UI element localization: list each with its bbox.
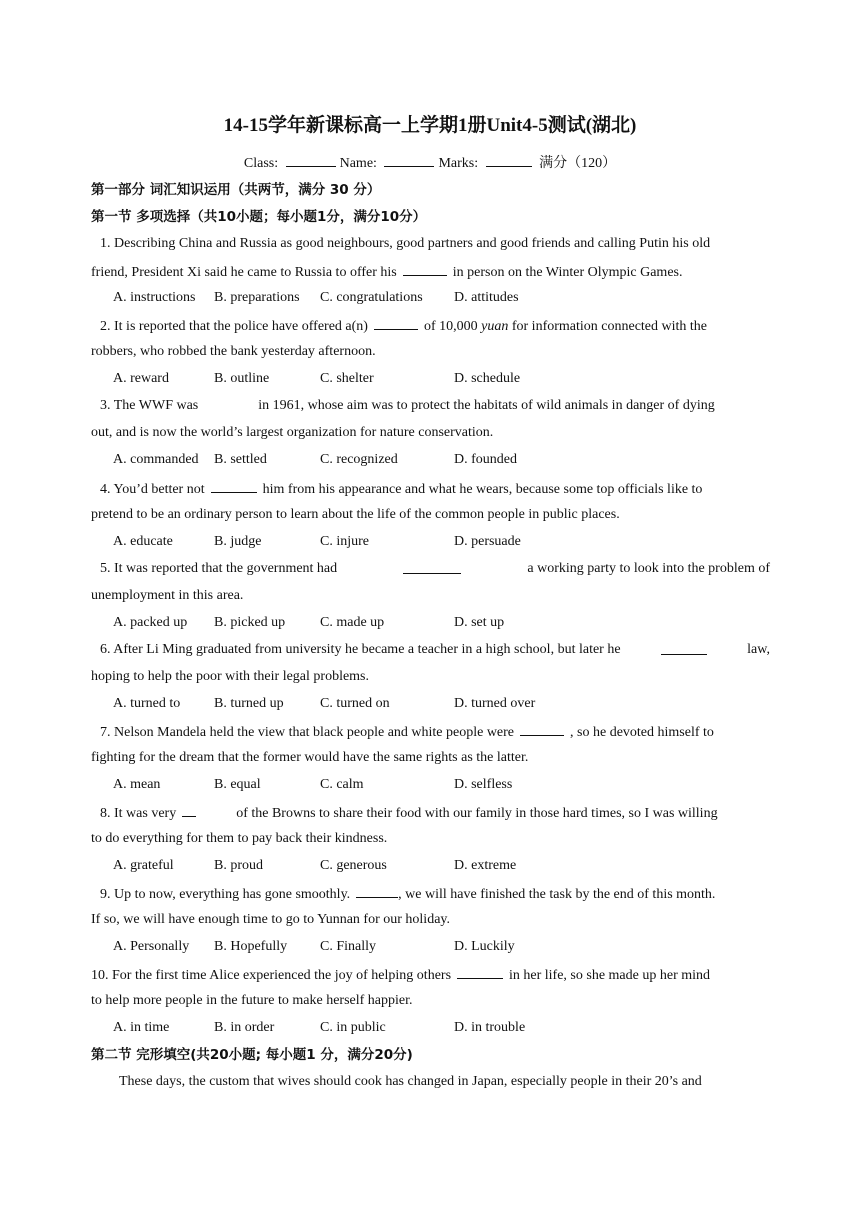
option-a[interactable]: A. instructions: [113, 290, 196, 305]
option-a[interactable]: A. commanded: [113, 452, 199, 467]
page-title: 14-15学年新课标高一上学期1册Unit4-5测试(湖北): [223, 115, 637, 136]
question-text: [100, 559, 770, 579]
option-b[interactable]: B. Hopefully: [214, 939, 288, 954]
question-text: [91, 261, 771, 283]
question-text-part: 8. It was very: [100, 806, 177, 821]
option-d[interactable]: D. Luckily: [454, 939, 515, 954]
option-b[interactable]: B. in order: [214, 1020, 275, 1035]
option-b[interactable]: B. judge: [214, 534, 262, 549]
question-text-part: 3. The WWF was: [100, 398, 199, 413]
section1-heading: 第一节 多项选择（共10小题；每小题1分，满分10分）: [91, 209, 427, 225]
question-text-part: 2. It is reported that the police have offered a(n): [100, 319, 368, 334]
question-text-part: in person on the Winter Olympic Games.: [452, 265, 683, 280]
question-text: [100, 640, 770, 660]
option-c[interactable]: C. turned on: [320, 696, 390, 711]
option-a[interactable]: A. in time: [113, 1020, 170, 1035]
option-d[interactable]: D. schedule: [454, 371, 521, 386]
question-text-part: , we will have finished the task by the end of this month.: [398, 887, 716, 902]
option-c[interactable]: C. generous: [320, 858, 387, 873]
option-c[interactable]: C. congratulations: [320, 290, 423, 305]
question-text: hoping to help the poor with their legal problems.: [91, 669, 370, 684]
class-blank[interactable]: [286, 153, 336, 167]
question-text: [100, 396, 770, 416]
question-text-part: law,: [747, 642, 770, 657]
option-b[interactable]: B. picked up: [214, 615, 286, 630]
question-text-part: 7. Nelson Mandela held the view that black people and white people were: [100, 725, 515, 740]
answer-blank[interactable]: [356, 883, 398, 898]
question-text: pretend to be an ordinary person to learn about the life of the common people in public places.: [91, 507, 620, 522]
answer-blank[interactable]: [211, 478, 257, 493]
question-text: [100, 478, 770, 500]
option-b[interactable]: B. outline: [214, 371, 270, 386]
part1-heading: 第一部分 词汇知识运用（共两节，满分 30 分）: [91, 182, 381, 198]
option-d[interactable]: D. turned over: [454, 696, 536, 711]
question-text-part: in her life, so she made up her mind: [509, 968, 711, 983]
question-text: [100, 721, 770, 743]
question-text: [100, 802, 770, 824]
question-text-part: , so he devoted himself to: [570, 725, 714, 740]
answer-blank[interactable]: [403, 559, 461, 574]
option-b[interactable]: B. proud: [214, 858, 263, 873]
class-label: Class:: [243, 156, 279, 171]
option-a[interactable]: A. grateful: [113, 858, 174, 873]
option-c[interactable]: C. Finally: [320, 939, 377, 954]
answer-blank[interactable]: [374, 315, 418, 330]
option-b[interactable]: B. preparations: [214, 290, 300, 305]
question-text: to help more people in the future to make herself happier.: [91, 993, 413, 1008]
option-a[interactable]: A. educate: [113, 534, 173, 549]
option-c[interactable]: C. in public: [320, 1020, 386, 1035]
option-c[interactable]: C. recognized: [320, 452, 398, 467]
question-text-part: 5. It was reported that the government had: [100, 561, 338, 576]
question-text-part: 9. Up to now, everything has gone smoothly.: [100, 887, 351, 902]
option-b[interactable]: B. settled: [214, 452, 267, 467]
full-score-label: 满分（120）: [539, 156, 617, 171]
question-text-part: in 1961, whose aim was to protect the habitats of wild animals in danger of dying: [258, 398, 715, 413]
student-info-line: [0, 153, 860, 174]
question-text: [100, 883, 776, 905]
question-text: to do everything for them to pay back their kindness.: [91, 831, 388, 846]
marks-label: Marks:: [438, 156, 479, 171]
question-text: [91, 964, 771, 986]
question-text-part: him from his appearance and what he wears, because some top officials like to: [262, 482, 703, 497]
question-text: [100, 315, 770, 337]
passage-text: These days, the custom that wives should cook has changed in Japan, especially people in their 20’s and: [119, 1074, 702, 1089]
answer-blank[interactable]: [457, 964, 503, 979]
name-label: Name:: [339, 156, 377, 171]
option-d[interactable]: D. extreme: [454, 858, 517, 873]
answer-blank[interactable]: [182, 802, 196, 817]
question-text-part: for information connected with the: [511, 319, 708, 334]
question-text: 1. Describing China and Russia as good neighbours, good partners and good friends and calling Putin his old: [100, 236, 711, 251]
option-c[interactable]: C. shelter: [320, 371, 374, 386]
question-text-part: 10. For the first time Alice experienced the joy of helping others: [91, 968, 452, 983]
name-blank[interactable]: [384, 153, 434, 167]
option-a[interactable]: A. packed up: [113, 615, 188, 630]
question-text: out, and is now the world’s largest organization for nature conservation.: [91, 425, 494, 440]
marks-blank[interactable]: [486, 153, 532, 167]
section2-heading: 第二节 完形填空(共20小题; 每小题1 分，满分20分): [91, 1047, 413, 1063]
question-text-part: 6. After Li Ming graduated from university he became a teacher in a high school, but later he: [100, 642, 621, 657]
option-d[interactable]: D. selfless: [454, 777, 513, 792]
question-text-part: of the Browns to share their food with our family in those hard times, so I was willing: [236, 806, 718, 821]
question-text: robbers, who robbed the bank yesterday afternoon.: [91, 344, 376, 359]
question-text: If so, we will have enough time to go to Yunnan for our holiday.: [91, 912, 451, 927]
option-d[interactable]: D. in trouble: [454, 1020, 526, 1035]
option-c[interactable]: C. calm: [320, 777, 364, 792]
option-a[interactable]: A. turned to: [113, 696, 181, 711]
option-b[interactable]: B. equal: [214, 777, 261, 792]
answer-blank[interactable]: [661, 640, 707, 655]
option-c[interactable]: C. injure: [320, 534, 369, 549]
question-text-part: a working party to look into the problem of: [527, 561, 770, 576]
question-text: fighting for the dream that the former would have the same rights as the latter.: [91, 750, 529, 765]
question-text-part: 4. You’d better not: [100, 482, 205, 497]
answer-blank[interactable]: [520, 721, 564, 736]
question-text-part: yuan: [481, 319, 509, 334]
option-a[interactable]: A. mean: [113, 777, 161, 792]
option-d[interactable]: D. persuade: [454, 534, 521, 549]
option-a[interactable]: A. Personally: [113, 939, 190, 954]
option-b[interactable]: B. turned up: [214, 696, 284, 711]
option-d[interactable]: D. founded: [454, 452, 517, 467]
question-text: unemployment in this area.: [91, 588, 244, 603]
option-c[interactable]: C. made up: [320, 615, 385, 630]
question-text-part: of 10,000: [423, 319, 478, 334]
option-d[interactable]: D. attitudes: [454, 290, 519, 305]
option-d[interactable]: D. set up: [454, 615, 505, 630]
question-text-part: friend, President Xi said he came to Russia to offer his: [91, 265, 397, 280]
option-a[interactable]: A. reward: [113, 371, 169, 386]
answer-blank[interactable]: [403, 261, 447, 276]
